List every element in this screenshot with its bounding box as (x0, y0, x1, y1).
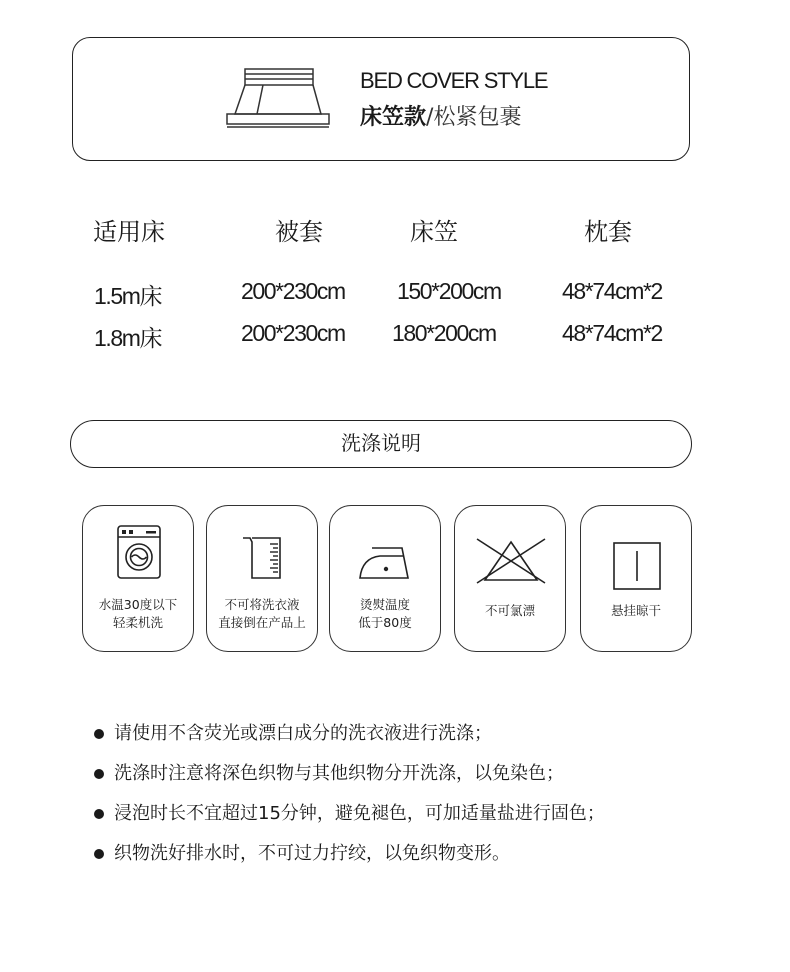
column-header-bed: 适用床 (93, 218, 165, 246)
care-label (581, 602, 691, 620)
iron-icon (358, 542, 414, 582)
care-label-line1: 不可氯漂 (484, 603, 535, 618)
style-title-cn-light: 松紧包裹 (433, 105, 522, 130)
bullet-icon (94, 769, 104, 779)
washing-machine-icon (116, 524, 162, 580)
column-header-pillowcase: 枕套 (584, 218, 632, 246)
no-bleach-icon (473, 536, 549, 586)
washing-instructions-title: 洗涤说明 (70, 420, 692, 468)
note-text: 织物洗好排水时，不可过力拧绞，以免织物变形。 (114, 843, 510, 864)
washing-notes-list (94, 720, 605, 880)
table-cell: 180*200cm (392, 320, 496, 346)
style-title-cn (360, 100, 521, 131)
list-item (94, 840, 605, 880)
bullet-icon (94, 809, 104, 819)
list-item (94, 760, 605, 800)
care-label-line1: 烫熨温度 (359, 597, 410, 612)
care-label (83, 596, 193, 632)
care-label-line2: 低于80度 (358, 615, 412, 630)
note-text: 浸泡时长不宜超过15分钟，避免褪色，可加适量盐进行固色； (114, 803, 605, 824)
care-label-line2: 直接倒在产品上 (218, 615, 306, 630)
bullet-icon (94, 849, 104, 859)
list-item (94, 720, 605, 760)
care-item-hang-dry (580, 505, 692, 652)
style-title-cn-bold: 床笠款 (360, 105, 427, 130)
care-label-line1: 水温30度以下 (98, 597, 178, 612)
care-label (207, 596, 317, 632)
bed-cover-style-card (72, 37, 690, 161)
style-title-cn-sep: / (426, 105, 434, 130)
bed-icon (223, 64, 333, 136)
table-cell: 48*74cm*2 (562, 278, 662, 304)
measuring-cup-icon (240, 534, 286, 582)
care-item-machine-wash (82, 505, 194, 652)
style-title-en: BED COVER STYLE (360, 68, 548, 93)
column-header-fitted-sheet: 床笠 (410, 218, 458, 246)
bullet-icon (94, 729, 104, 739)
care-label-line2: 轻柔机洗 (112, 615, 163, 630)
table-cell: 48*74cm*2 (562, 320, 662, 346)
care-item-no-bleach (454, 505, 566, 652)
table-cell: 200*230cm (241, 278, 345, 304)
care-label-line1: 悬挂晾干 (610, 603, 661, 618)
table-cell: 1.5m床 (94, 283, 162, 309)
column-header-duvet-cover: 被套 (275, 218, 323, 246)
care-label-line1: 不可将洗衣液 (224, 597, 300, 612)
hang-dry-icon (612, 541, 662, 591)
table-cell: 1.8m床 (94, 325, 162, 351)
care-item-no-direct-detergent (206, 505, 318, 652)
care-item-iron-temperature (329, 505, 441, 652)
care-label (330, 596, 440, 632)
table-cell: 150*200cm (397, 278, 501, 304)
table-cell: 200*230cm (241, 320, 345, 346)
note-text: 请使用不含荧光或漂白成分的洗衣液进行洗涤； (114, 723, 492, 744)
note-text: 洗涤时注意将深色织物与其他织物分开洗涤，以免染色； (114, 763, 564, 784)
list-item (94, 800, 605, 840)
care-label (455, 602, 565, 620)
